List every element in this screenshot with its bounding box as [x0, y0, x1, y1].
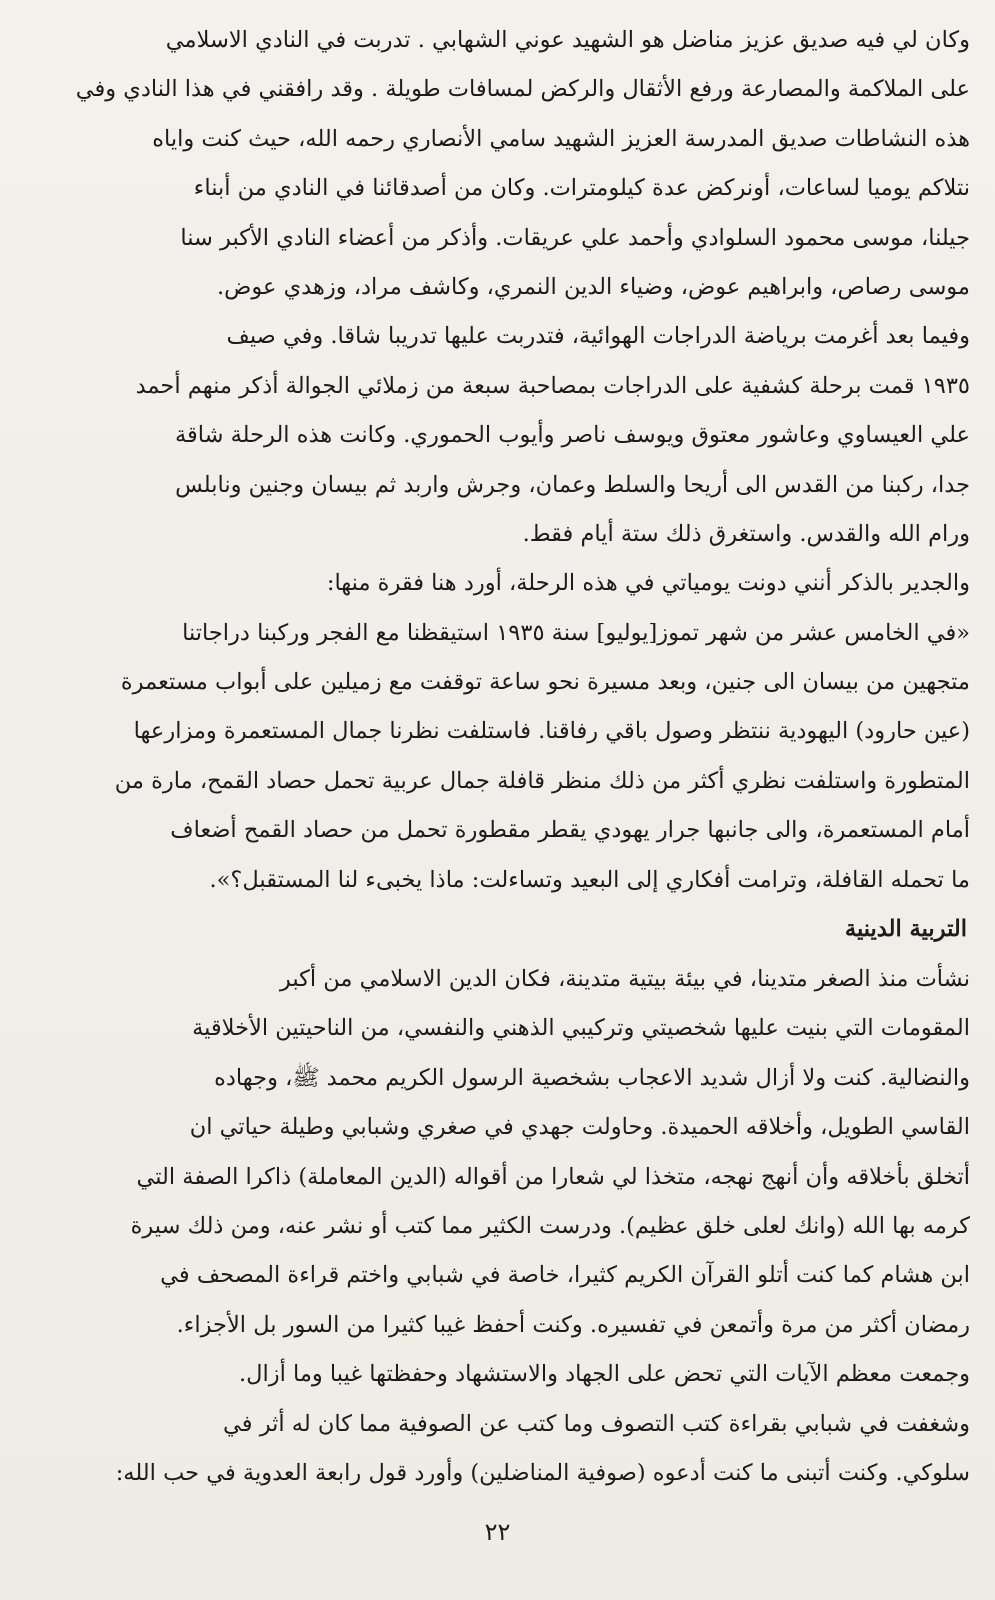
- text-line: والجدير بالذكر أنني دونت يومياتي في هذه الرحلة، أورد هنا فقرة منها:: [326, 570, 970, 597]
- text-line: ورام الله والقدس. واستغرق ذلك ستة أيام فقط.: [522, 520, 970, 547]
- quote-line: المتطورة واستلفت نظري أكثر من ذلك منظر قافلة جمال عربية تحمل حصاد القمح، مارة من: [114, 767, 970, 794]
- page-number: ٢٢: [484, 1518, 511, 1546]
- quote-line: (عين حارود) اليهودية ننتظر وصول باقي رفاقنا. فاستلفت نظرنا جمال المستعمرة ومزارعها: [133, 718, 970, 745]
- text-line: نتلاكم يوميا لساعات، أونركض عدة كيلومترات. وكان من أصدقائنا في النادي من أبناء: [193, 175, 970, 202]
- text-line: جدا، ركبنا من القدس الى أريحا والسلط وعمان، وجرش واربد ثم بيسان وجنين ونابلس: [175, 471, 970, 498]
- text-line: وفيما بعد أغرمت برياضة الدراجات الهوائية، فتدربت عليها تدريبا شاقا. وفي صيف: [226, 323, 970, 350]
- section-heading: التربية الدينية: [844, 916, 967, 942]
- text-line: كرمه بها الله (وانك لعلى خلق عظيم). ودرست الكثير مما كتب أو نشر عنه، ومن ذلك سيرة: [130, 1212, 970, 1239]
- text-line: على الملاكمة والمصارعة ورفع الأثقال والركض لمسافات طويلة . وقد رافقني في هذا النادي وفي: [75, 76, 970, 103]
- text-line: المقومات التي بنيت عليها شخصيتي وتركيبي الذهني والنفسي، من الناحيتين الأخلاقية: [192, 1015, 970, 1042]
- text-line: وكان لي فيه صديق عزيز مناضل هو الشهيد عوني الشهابي . تدربت في النادي الاسلامي: [165, 27, 970, 53]
- text-line: ابن هشام كما كنت أتلو القرآن الكريم كثيرا، خاصة في شبابي واختم قراءة المصحف في: [160, 1262, 970, 1289]
- quote-line: متجهين من بيسان الى جنين، وبعد مسيرة نحو ساعة توقفت مع زميلين على أبواب مستعمرة: [120, 669, 970, 696]
- quote-line: أمام المستعمرة، والى جانبها جرار يهودي يقطر مقطورة تحمل من حصاد القمح أضعاف: [170, 817, 970, 844]
- text-line: رمضان أكثر من مرة وأتمعن في تفسيره. وكنت أحفظ غيبا كثيرا من السور بل الأجزاء.: [176, 1311, 970, 1338]
- quote-line: «في الخامس عشر من شهر تموز[يوليو] سنة ١٩٣٥ استيقظنا مع الفجر وركبنا دراجاتنا: [182, 619, 970, 646]
- body-text-section-1: [46, 16, 970, 905]
- text-line: وشغفت في شبابي بقراءة كتب التصوف وما كتب عن الصوفية مما كان له أثر في: [223, 1410, 970, 1437]
- text-line: موسى رصاص، وابراهيم عوض، وضياء الدين النمري، وكاشف مراد، وزهدي عوض.: [217, 273, 970, 300]
- text-line: نشأت منذ الصغر متدينا، في بيئة بيتية متدينة، فكان الدين الاسلامي من أكبر: [279, 966, 970, 992]
- text-line: جيلنا، موسى محمود السلوادي وأحمد علي عريقات. وأذكر من أعضاء النادي الأكبر سنا: [180, 224, 970, 251]
- text-line: والنضالية. كنت ولا أزال شديد الاعجاب بشخصية الرسول الكريم محمد ﷺ، وجهاده: [214, 1064, 970, 1091]
- text-line: علي العيساوي وعاشور معتوق ويوسف ناصر وأيوب الحموري. وكانت هذه الرحلة شاقة: [174, 422, 970, 449]
- text-line: وجمعت معظم الآيات التي تحض على الجهاد والاستشهاد وحفظتها غيبا وما أزال.: [238, 1361, 970, 1388]
- quote-line: ما تحمله القافلة، وترامت أفكاري إلى البعيد وتساءلت: ماذا يخبىء لنا المستقبل؟».: [209, 866, 970, 893]
- text-line: هذه النشاطات صديق المدرسة العزيز الشهيد سامي الأنصاري رحمه الله، حيث كنت واياه: [152, 125, 970, 152]
- text-line: ١٩٣٥ قمت برحلة كشفية على الدراجات بمصاحبة سبعة من زملائي الجوالة أذكر منهم أحمد: [135, 372, 970, 399]
- text-line: أتخلق بأخلاقه وأن أنهج نهجه، متخذا لي شعارا من أقواله (الدين المعاملة) ذاكرا الصفة التي: [136, 1163, 970, 1190]
- text-line: سلوكي. وكنت أتبنى ما كنت أدعوه (صوفية المناضلين) وأورد قول رابعة العدوية في حب الله:: [115, 1459, 970, 1486]
- text-line: القاسي الطويل، وأخلاقه الحميدة. وحاولت جهدي في صغري وشبابي وطيلة حياتي ان: [189, 1114, 970, 1141]
- body-text-section-2: [46, 955, 970, 1498]
